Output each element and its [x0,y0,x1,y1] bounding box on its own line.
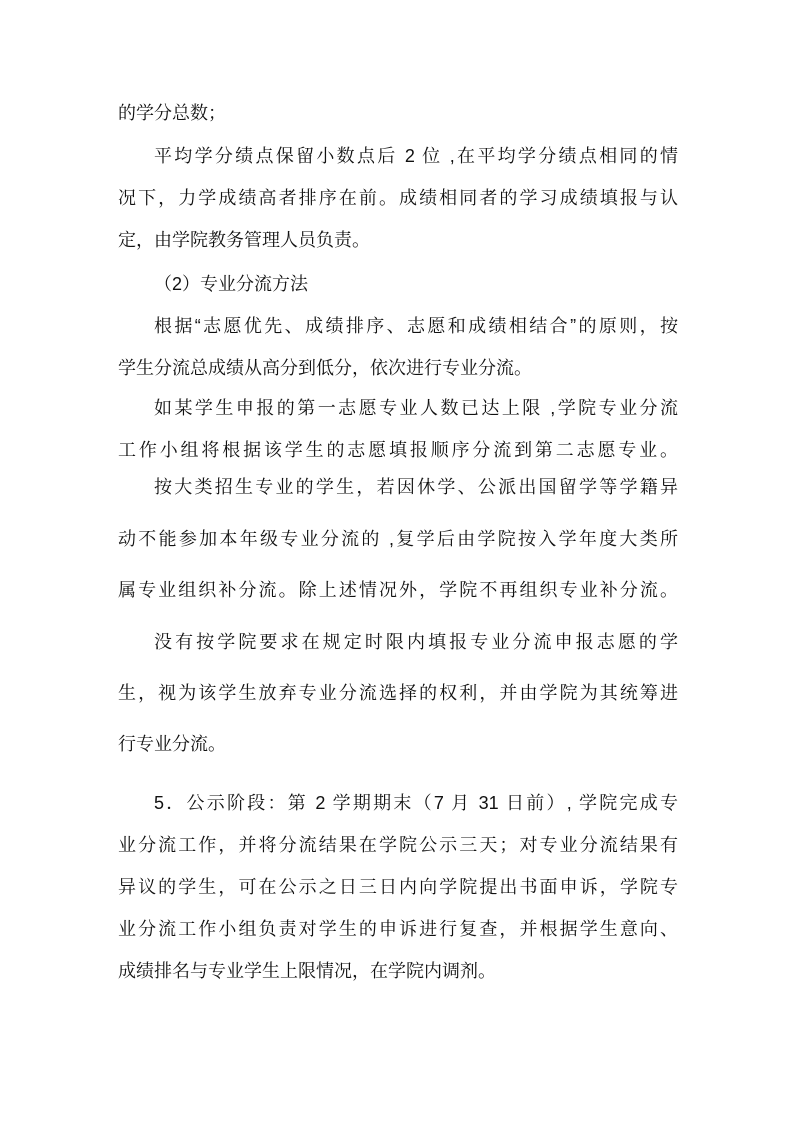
text-line: 平均学分绩点保留小数点后 2 位 ,在平均学分绩点相同的情 [154,146,678,166]
text-line: 动不能参加本年级专业分流的 ,复学后由学院按入学年度大类所 [118,528,678,549]
text-line: 5．公示阶段：第 2 学期期末（7 月 31 日前）, 学院完成专 [154,793,678,813]
paragraph [118,782,678,992]
text-line: 异议的学生，可在公示之日三日内向学院提出书面申诉，学院专 [118,877,678,897]
text-line: 属专业组织补分流。除上述情况外，学院不再组织专业补分流。 [118,580,678,600]
text-line: 按大类招生专业的学生，若因休学、公派出国留学等学籍异 [154,477,678,497]
text-line: 工作小组将根据该学生的志愿填报顺序分流到第二志愿专业。 [118,440,678,460]
text-line: 业分流工作小组负责对学生的申诉进行复查，并根据学生意向、 [118,919,678,939]
paragraph [118,617,678,770]
paragraph [118,135,678,261]
text-line: 业分流工作，并将分流结果在学院公示三天；对专业分流结果有 [118,835,678,855]
text-line: 定，由学院教务管理人员负责。 [118,230,370,250]
text-line: 行专业分流。 [118,734,226,754]
text-line: 成绩排名与专业学生上限情况，在学院内调剂。 [118,961,496,981]
text-line: 学生分流总成绩从高分到低分，依次进行专业分流。 [118,358,532,378]
paragraph [118,263,678,305]
paragraph [118,387,678,471]
text-line: 没有按学院要求在规定时限内填报专业分流申报志愿的学 [154,632,678,652]
text-line: 的学分总数； [118,103,226,123]
text-line: 况下，力学成绩高者排序在前。成绩相同者的学习成绩填报与认 [118,188,678,208]
text-line: 生，视为该学生放弃专业分流选择的权利，并由学院为其统筹进 [118,683,678,703]
paragraph [118,462,678,617]
text-line: 根据“志愿优先、成绩排序、志愿和成绩相结合”的原则，按 [154,316,678,336]
paragraph [118,305,678,389]
paragraph [118,92,678,134]
text-line: （2）专业分流方法 [154,274,309,294]
text-line: 如某学生申报的第一志愿专业人数已达上限 ,学院专业分流 [154,398,678,418]
